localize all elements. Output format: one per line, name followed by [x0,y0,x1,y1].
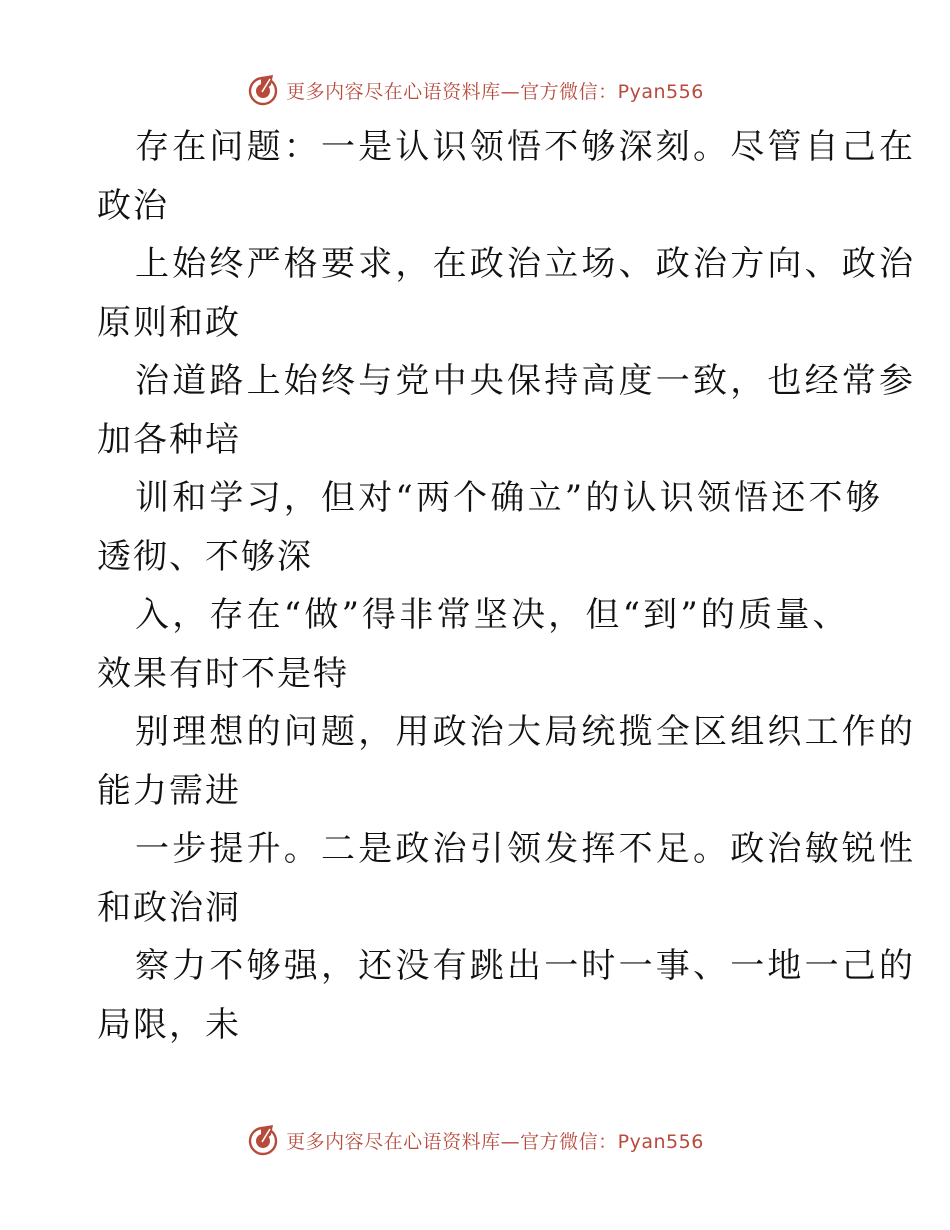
paragraph-line: 政治 [97,185,169,226]
header-banner-text: 更多内容尽在心语资料库—官方微信：Pyan556 [286,80,704,103]
paragraph-line: 训和学习，但对“两个确立”的认识领悟还不够 [135,478,883,518]
paragraph-line: 局限，未 [97,1004,241,1045]
paragraph-line: 透彻、不够深 [97,536,313,577]
paragraph-line: 能力需进 [97,770,241,811]
document-body [97,118,917,1054]
paragraph-line: 上始终严格要求，在政治立场、政治方向、政治 [135,244,917,284]
header-banner-inner [246,73,704,107]
paragraph-line: 治道路上始终与党中央保持高度一致，也经常参 [135,361,917,401]
paragraph-line: 一步提升。二是政治引领发挥不足。政治敏锐性 [135,829,917,869]
footer-banner-text: 更多内容尽在心语资料库—官方微信：Pyan556 [286,1130,704,1153]
paragraph-line: 别理想的问题，用政治大局统揽全区组织工作的 [135,712,917,752]
pen-nib-logo-icon [246,1123,280,1157]
footer-banner [0,1120,950,1160]
paragraph-line: 入，存在“做”得非常坚决，但“到”的质量、 [135,595,850,635]
paragraph-line: 加各种培 [97,419,241,460]
paragraph-line: 原则和政 [97,302,241,343]
paragraph-line: 和政治洞 [97,887,241,928]
paragraph-line: 效果有时不是特 [97,653,349,694]
paragraph-line: 察力不够强，还没有跳出一时一事、一地一己的 [135,946,917,986]
pen-nib-logo-icon [246,73,280,107]
paragraph-line: 存在问题：一是认识领悟不够深刻。尽管自己在 [135,127,917,167]
header-banner [0,70,950,110]
footer-banner-inner [246,1123,704,1157]
